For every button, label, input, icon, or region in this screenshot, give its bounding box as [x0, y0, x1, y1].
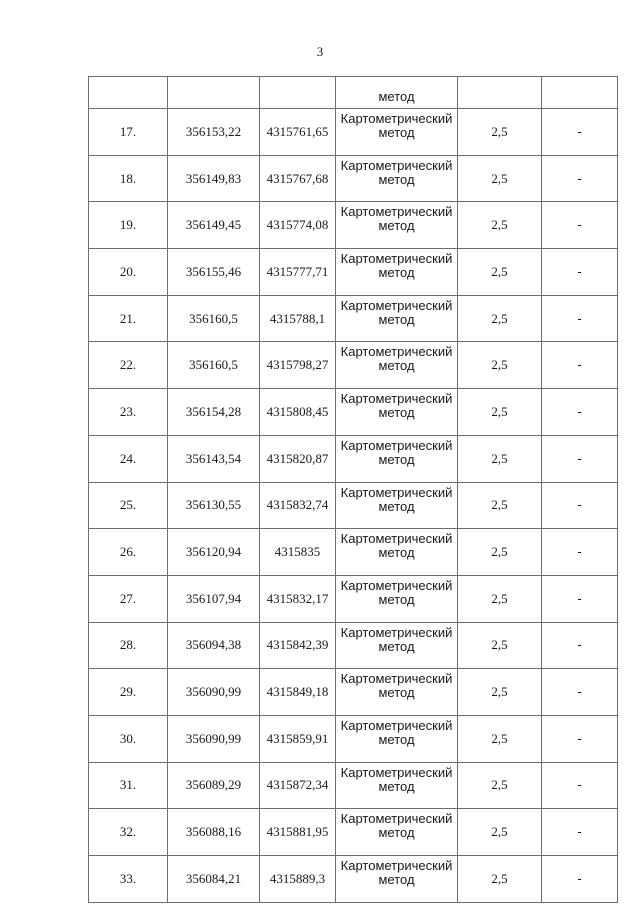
cell-note: -	[542, 295, 618, 342]
cell-y: 4315808,45	[260, 389, 336, 436]
cell-y: 4315832,74	[260, 482, 336, 529]
table-row	[89, 762, 618, 809]
cell-y: 4315835	[260, 529, 336, 576]
table-row	[89, 202, 618, 249]
cell-x: 356090,99	[168, 669, 260, 716]
cell-y: 4315761,65	[260, 109, 336, 156]
cell-note: -	[542, 809, 618, 856]
cell-y: 4315859,91	[260, 715, 336, 762]
cell-x: 356107,94	[168, 575, 260, 622]
cell-x: 356153,22	[168, 109, 260, 156]
cell-accuracy: 2,5	[458, 622, 542, 669]
table-row	[89, 669, 618, 716]
table-row	[89, 342, 618, 389]
cell-method: Картометрический метод	[336, 809, 458, 856]
cell-number: 20.	[89, 249, 168, 296]
cell-accuracy: 2,5	[458, 109, 542, 156]
cell-accuracy: 2,5	[458, 155, 542, 202]
cell-y: 4315889,3	[260, 856, 336, 903]
cell-note: -	[542, 342, 618, 389]
cell-x: 356130,55	[168, 482, 260, 529]
cell-y: 4315842,39	[260, 622, 336, 669]
table-row	[89, 809, 618, 856]
cell-y: 4315798,27	[260, 342, 336, 389]
cell-accuracy: 2,5	[458, 856, 542, 903]
cell-x	[168, 77, 260, 109]
cell-number: 21.	[89, 295, 168, 342]
cell-method: Картометрический метод	[336, 715, 458, 762]
table-row	[89, 109, 618, 156]
cell-accuracy: 2,5	[458, 435, 542, 482]
cell-number: 29.	[89, 669, 168, 716]
cell-accuracy: 2,5	[458, 342, 542, 389]
cell-number: 19.	[89, 202, 168, 249]
cell-y: 4315881,95	[260, 809, 336, 856]
cell-number: 30.	[89, 715, 168, 762]
cell-number: 26.	[89, 529, 168, 576]
table-row-continued	[89, 77, 618, 109]
cell-number: 27.	[89, 575, 168, 622]
cell-x: 356088,16	[168, 809, 260, 856]
cell-method: метод	[336, 77, 458, 109]
cell-number: 31.	[89, 762, 168, 809]
cell-accuracy: 2,5	[458, 482, 542, 529]
cell-method: Картометрический метод	[336, 435, 458, 482]
cell-accuracy: 2,5	[458, 575, 542, 622]
table-row	[89, 529, 618, 576]
cell-x: 356090,99	[168, 715, 260, 762]
cell-note: -	[542, 715, 618, 762]
cell-y: 4315820,87	[260, 435, 336, 482]
cell-note: -	[542, 249, 618, 296]
table-row	[89, 295, 618, 342]
cell-number: 17.	[89, 109, 168, 156]
cell-method: Картометрический метод	[336, 342, 458, 389]
cell-x: 356154,28	[168, 389, 260, 436]
cell-method: Картометрический метод	[336, 856, 458, 903]
cell-method: Картометрический метод	[336, 762, 458, 809]
table-row	[89, 622, 618, 669]
cell-method: Картометрический метод	[336, 295, 458, 342]
cell-note: -	[542, 762, 618, 809]
coordinates-table-body	[89, 77, 618, 903]
cell-note: -	[542, 856, 618, 903]
cell-y: 4315774,08	[260, 202, 336, 249]
cell-accuracy	[458, 77, 542, 109]
cell-method: Картометрический метод	[336, 109, 458, 156]
cell-method: Картометрический метод	[336, 202, 458, 249]
cell-note: -	[542, 435, 618, 482]
cell-number: 25.	[89, 482, 168, 529]
cell-note: -	[542, 389, 618, 436]
cell-method: Картометрический метод	[336, 482, 458, 529]
cell-x: 356149,45	[168, 202, 260, 249]
cell-y: 4315788,1	[260, 295, 336, 342]
cell-method: Картометрический метод	[336, 249, 458, 296]
cell-number: 23.	[89, 389, 168, 436]
cell-x: 356160,5	[168, 342, 260, 389]
cell-method: Картометрический метод	[336, 155, 458, 202]
cell-note: -	[542, 155, 618, 202]
table-row	[89, 482, 618, 529]
cell-accuracy: 2,5	[458, 762, 542, 809]
coordinates-table	[88, 76, 618, 903]
cell-x: 356089,29	[168, 762, 260, 809]
cell-y: 4315832,17	[260, 575, 336, 622]
cell-note: -	[542, 669, 618, 716]
cell-note	[542, 77, 618, 109]
cell-y	[260, 77, 336, 109]
cell-x: 356120,94	[168, 529, 260, 576]
cell-note: -	[542, 575, 618, 622]
cell-number: 24.	[89, 435, 168, 482]
cell-number: 18.	[89, 155, 168, 202]
cell-number: 33.	[89, 856, 168, 903]
cell-y: 4315849,18	[260, 669, 336, 716]
cell-x: 356160,5	[168, 295, 260, 342]
cell-x: 356143,54	[168, 435, 260, 482]
table-row	[89, 856, 618, 903]
table-row	[89, 249, 618, 296]
cell-note: -	[542, 109, 618, 156]
cell-accuracy: 2,5	[458, 669, 542, 716]
cell-note: -	[542, 202, 618, 249]
cell-y: 4315777,71	[260, 249, 336, 296]
cell-note: -	[542, 482, 618, 529]
table-row	[89, 155, 618, 202]
cell-accuracy: 2,5	[458, 715, 542, 762]
cell-x: 356149,83	[168, 155, 260, 202]
cell-y: 4315872,34	[260, 762, 336, 809]
cell-x: 356155,46	[168, 249, 260, 296]
cell-number: 22.	[89, 342, 168, 389]
cell-accuracy: 2,5	[458, 202, 542, 249]
table-row	[89, 389, 618, 436]
cell-accuracy: 2,5	[458, 529, 542, 576]
table-row	[89, 715, 618, 762]
cell-method: Картометрический метод	[336, 669, 458, 716]
page-number: 3	[316, 44, 324, 59]
table-row	[89, 575, 618, 622]
cell-note: -	[542, 529, 618, 576]
cell-y: 4315767,68	[260, 155, 336, 202]
cell-note: -	[542, 622, 618, 669]
cell-x: 356084,21	[168, 856, 260, 903]
cell-accuracy: 2,5	[458, 295, 542, 342]
table-row	[89, 435, 618, 482]
cell-method: Картометрический метод	[336, 575, 458, 622]
cell-method: Картометрический метод	[336, 389, 458, 436]
cell-number	[89, 77, 168, 109]
cell-accuracy: 2,5	[458, 809, 542, 856]
cell-method: Картометрический метод	[336, 529, 458, 576]
cell-number: 28.	[89, 622, 168, 669]
cell-x: 356094,38	[168, 622, 260, 669]
cell-accuracy: 2,5	[458, 249, 542, 296]
cell-accuracy: 2,5	[458, 389, 542, 436]
cell-method: Картометрический метод	[336, 622, 458, 669]
cell-number: 32.	[89, 809, 168, 856]
